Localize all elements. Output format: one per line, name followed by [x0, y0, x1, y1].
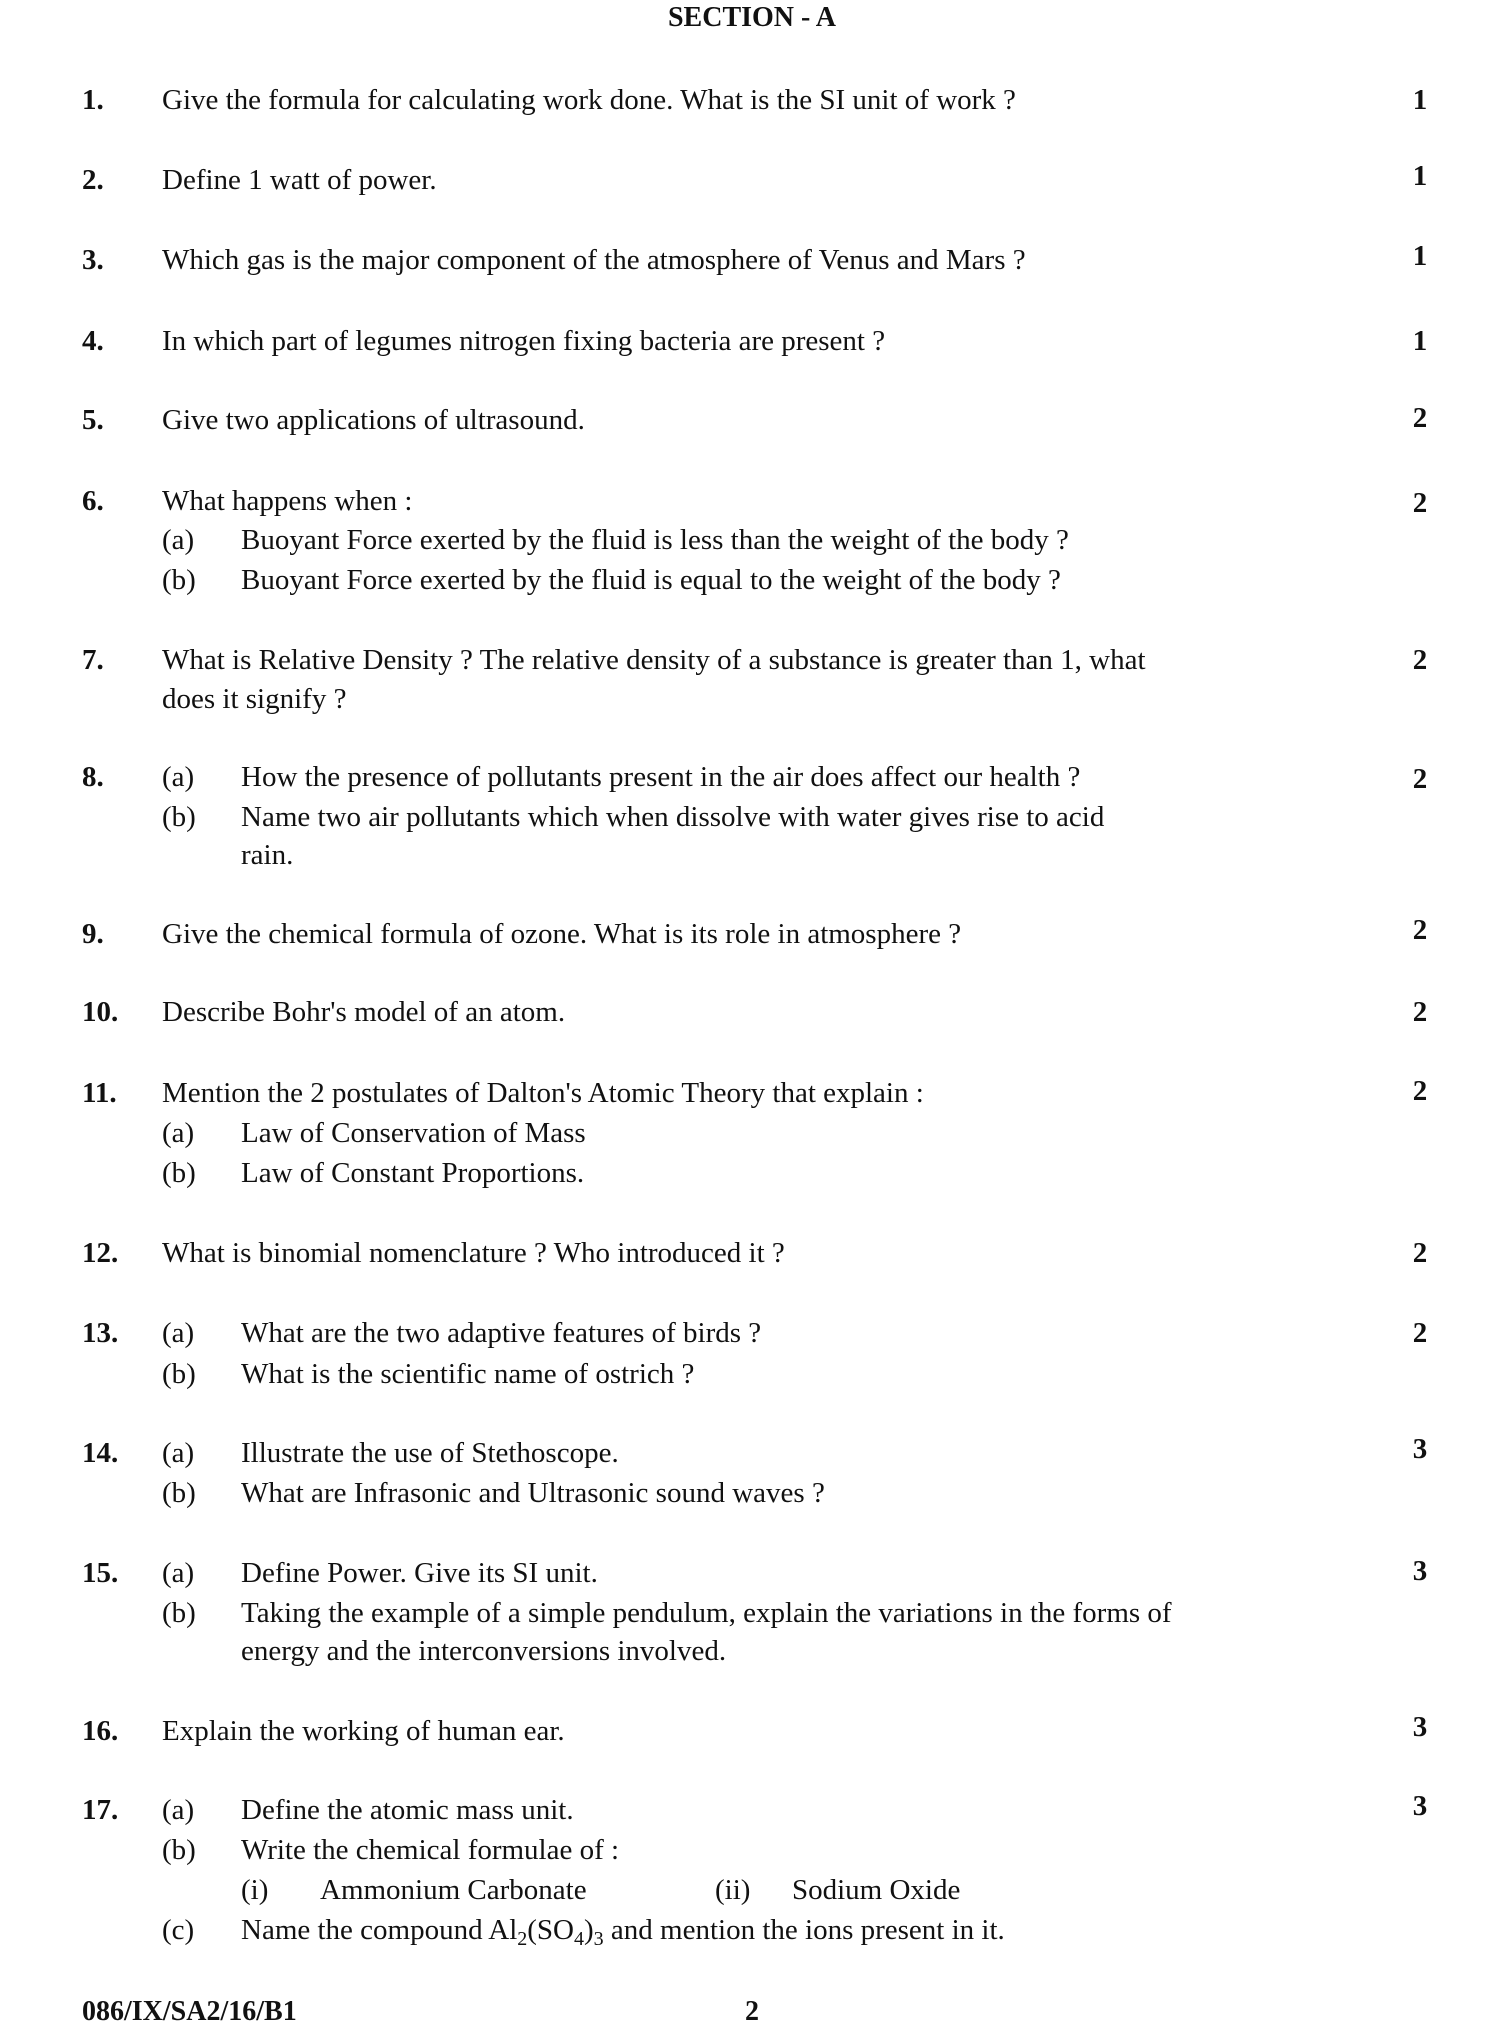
question-marks: 3 [1412, 1790, 1428, 1822]
question-text: In which part of legumes nitrogen fixing bacteria are present ? [162, 325, 886, 357]
question-text: Describe Bohr's model of an atom. [162, 996, 566, 1028]
formula-text: Name the compound Al [241, 1914, 518, 1946]
part-text: Define Power. Give its SI unit. [241, 1557, 598, 1589]
question-text-cont: does it signify ? [162, 683, 347, 715]
question-number: 1. [82, 84, 104, 116]
question-marks: 2 [1412, 1075, 1428, 1107]
part-text: Buoyant Force exerted by the fluid is equal to the weight of the body ? [241, 564, 1061, 596]
subpart-label: (ii) [715, 1874, 751, 1906]
part-label: (b) [162, 801, 196, 833]
question-number: 10. [82, 996, 119, 1028]
subscript: 4 [574, 1928, 584, 1950]
question-marks: 2 [1412, 914, 1428, 946]
subpart-text: Ammonium Carbonate [320, 1874, 587, 1906]
part-text: Write the chemical formulae of : [241, 1834, 620, 1866]
part-text: Name two air pollutants which when dissolve with water gives rise to acid [241, 801, 1105, 833]
question-marks: 3 [1412, 1711, 1428, 1743]
formula-text: and mention the ions present in it. [603, 1914, 1005, 1946]
subscript: 3 [593, 1928, 604, 1950]
page-number: 2 [745, 1996, 759, 2027]
question-number: 12. [82, 1237, 119, 1269]
question-marks: 1 [1412, 84, 1428, 116]
question-number: 9. [82, 918, 104, 950]
part-label: (a) [162, 761, 195, 793]
question-marks: 2 [1412, 996, 1428, 1028]
question-marks: 2 [1412, 763, 1428, 795]
question-number: 6. [82, 485, 104, 517]
part-text: How the presence of pollutants present in the air does affect our health ? [241, 761, 1081, 793]
paper-code: 086/IX/SA2/16/B1 [82, 1996, 297, 2027]
question-marks: 3 [1412, 1433, 1428, 1465]
part-text-cont: energy and the interconversions involved. [241, 1635, 727, 1667]
question-text: What is binomial nomenclature ? Who introduced it ? [162, 1237, 785, 1269]
question-text: Give the chemical formula of ozone. What is its role in atmosphere ? [162, 918, 962, 950]
question-text: Give the formula for calculating work done. What is the SI unit of work ? [162, 84, 1016, 116]
question-number: 3. [82, 244, 104, 276]
question-marks: 2 [1412, 402, 1428, 434]
part-label: (a) [162, 1794, 195, 1826]
part-label: (a) [162, 1117, 195, 1149]
question-text: Explain the working of human ear. [162, 1715, 565, 1747]
question-marks: 2 [1412, 1317, 1428, 1349]
part-label: (b) [162, 1477, 196, 1509]
part-label: (a) [162, 1317, 195, 1349]
part-label: (a) [162, 524, 195, 556]
subscript: 2 [517, 1928, 528, 1950]
part-text-cont: rain. [241, 839, 294, 871]
question-marks: 2 [1412, 1237, 1428, 1269]
part-label: (a) [162, 1557, 195, 1589]
section-title: SECTION - A [667, 2, 837, 33]
question-number: 16. [82, 1715, 119, 1747]
part-label: (b) [162, 1157, 196, 1189]
part-text [241, 1912, 1005, 1948]
question-text: Mention the 2 postulates of Dalton's Atomic Theory that explain : [162, 1077, 924, 1109]
question-number: 15. [82, 1557, 119, 1589]
question-number: 4. [82, 325, 104, 357]
question-number: 2. [82, 164, 104, 196]
part-text: Taking the example of a simple pendulum, explain the variations in the forms of [241, 1597, 1172, 1629]
part-label: (b) [162, 564, 196, 596]
question-text: What happens when : [162, 485, 413, 517]
part-text: What are Infrasonic and Ultrasonic sound waves ? [241, 1477, 825, 1509]
question-marks: 3 [1412, 1555, 1428, 1587]
part-text: Law of Constant Proportions. [241, 1157, 585, 1189]
question-marks: 2 [1412, 644, 1428, 676]
question-marks: 1 [1412, 325, 1428, 357]
question-number: 7. [82, 644, 104, 676]
subpart-text: Sodium Oxide [792, 1874, 961, 1906]
question-number: 8. [82, 761, 104, 793]
question-number: 14. [82, 1437, 119, 1469]
part-text: What are the two adaptive features of birds ? [241, 1317, 762, 1349]
question-text: What is Relative Density ? The relative density of a substance is greater than 1, what [162, 644, 1146, 676]
question-number: 11. [82, 1077, 117, 1109]
question-number: 5. [82, 404, 104, 436]
question-marks: 1 [1412, 240, 1428, 272]
part-text: Buoyant Force exerted by the fluid is less than the weight of the body ? [241, 524, 1069, 556]
question-marks: 2 [1412, 487, 1428, 519]
part-text: Define the atomic mass unit. [241, 1794, 574, 1826]
question-text: Give two applications of ultrasound. [162, 404, 585, 436]
question-number: 13. [82, 1317, 119, 1349]
part-label: (b) [162, 1597, 196, 1629]
part-label: (b) [162, 1834, 196, 1866]
question-text: Define 1 watt of power. [162, 164, 437, 196]
part-label: (b) [162, 1358, 196, 1390]
formula-text: (SO [527, 1914, 574, 1946]
part-label: (c) [162, 1914, 195, 1946]
part-text: Illustrate the use of Stethoscope. [241, 1437, 619, 1469]
part-text: Law of Conservation of Mass [241, 1117, 586, 1149]
question-text: Which gas is the major component of the atmosphere of Venus and Mars ? [162, 244, 1026, 276]
question-number: 17. [82, 1794, 119, 1826]
subpart-label: (i) [241, 1874, 269, 1906]
question-marks: 1 [1412, 160, 1428, 192]
formula-text: ) [584, 1914, 594, 1946]
part-label: (a) [162, 1437, 195, 1469]
part-text: What is the scientific name of ostrich ? [241, 1358, 695, 1390]
